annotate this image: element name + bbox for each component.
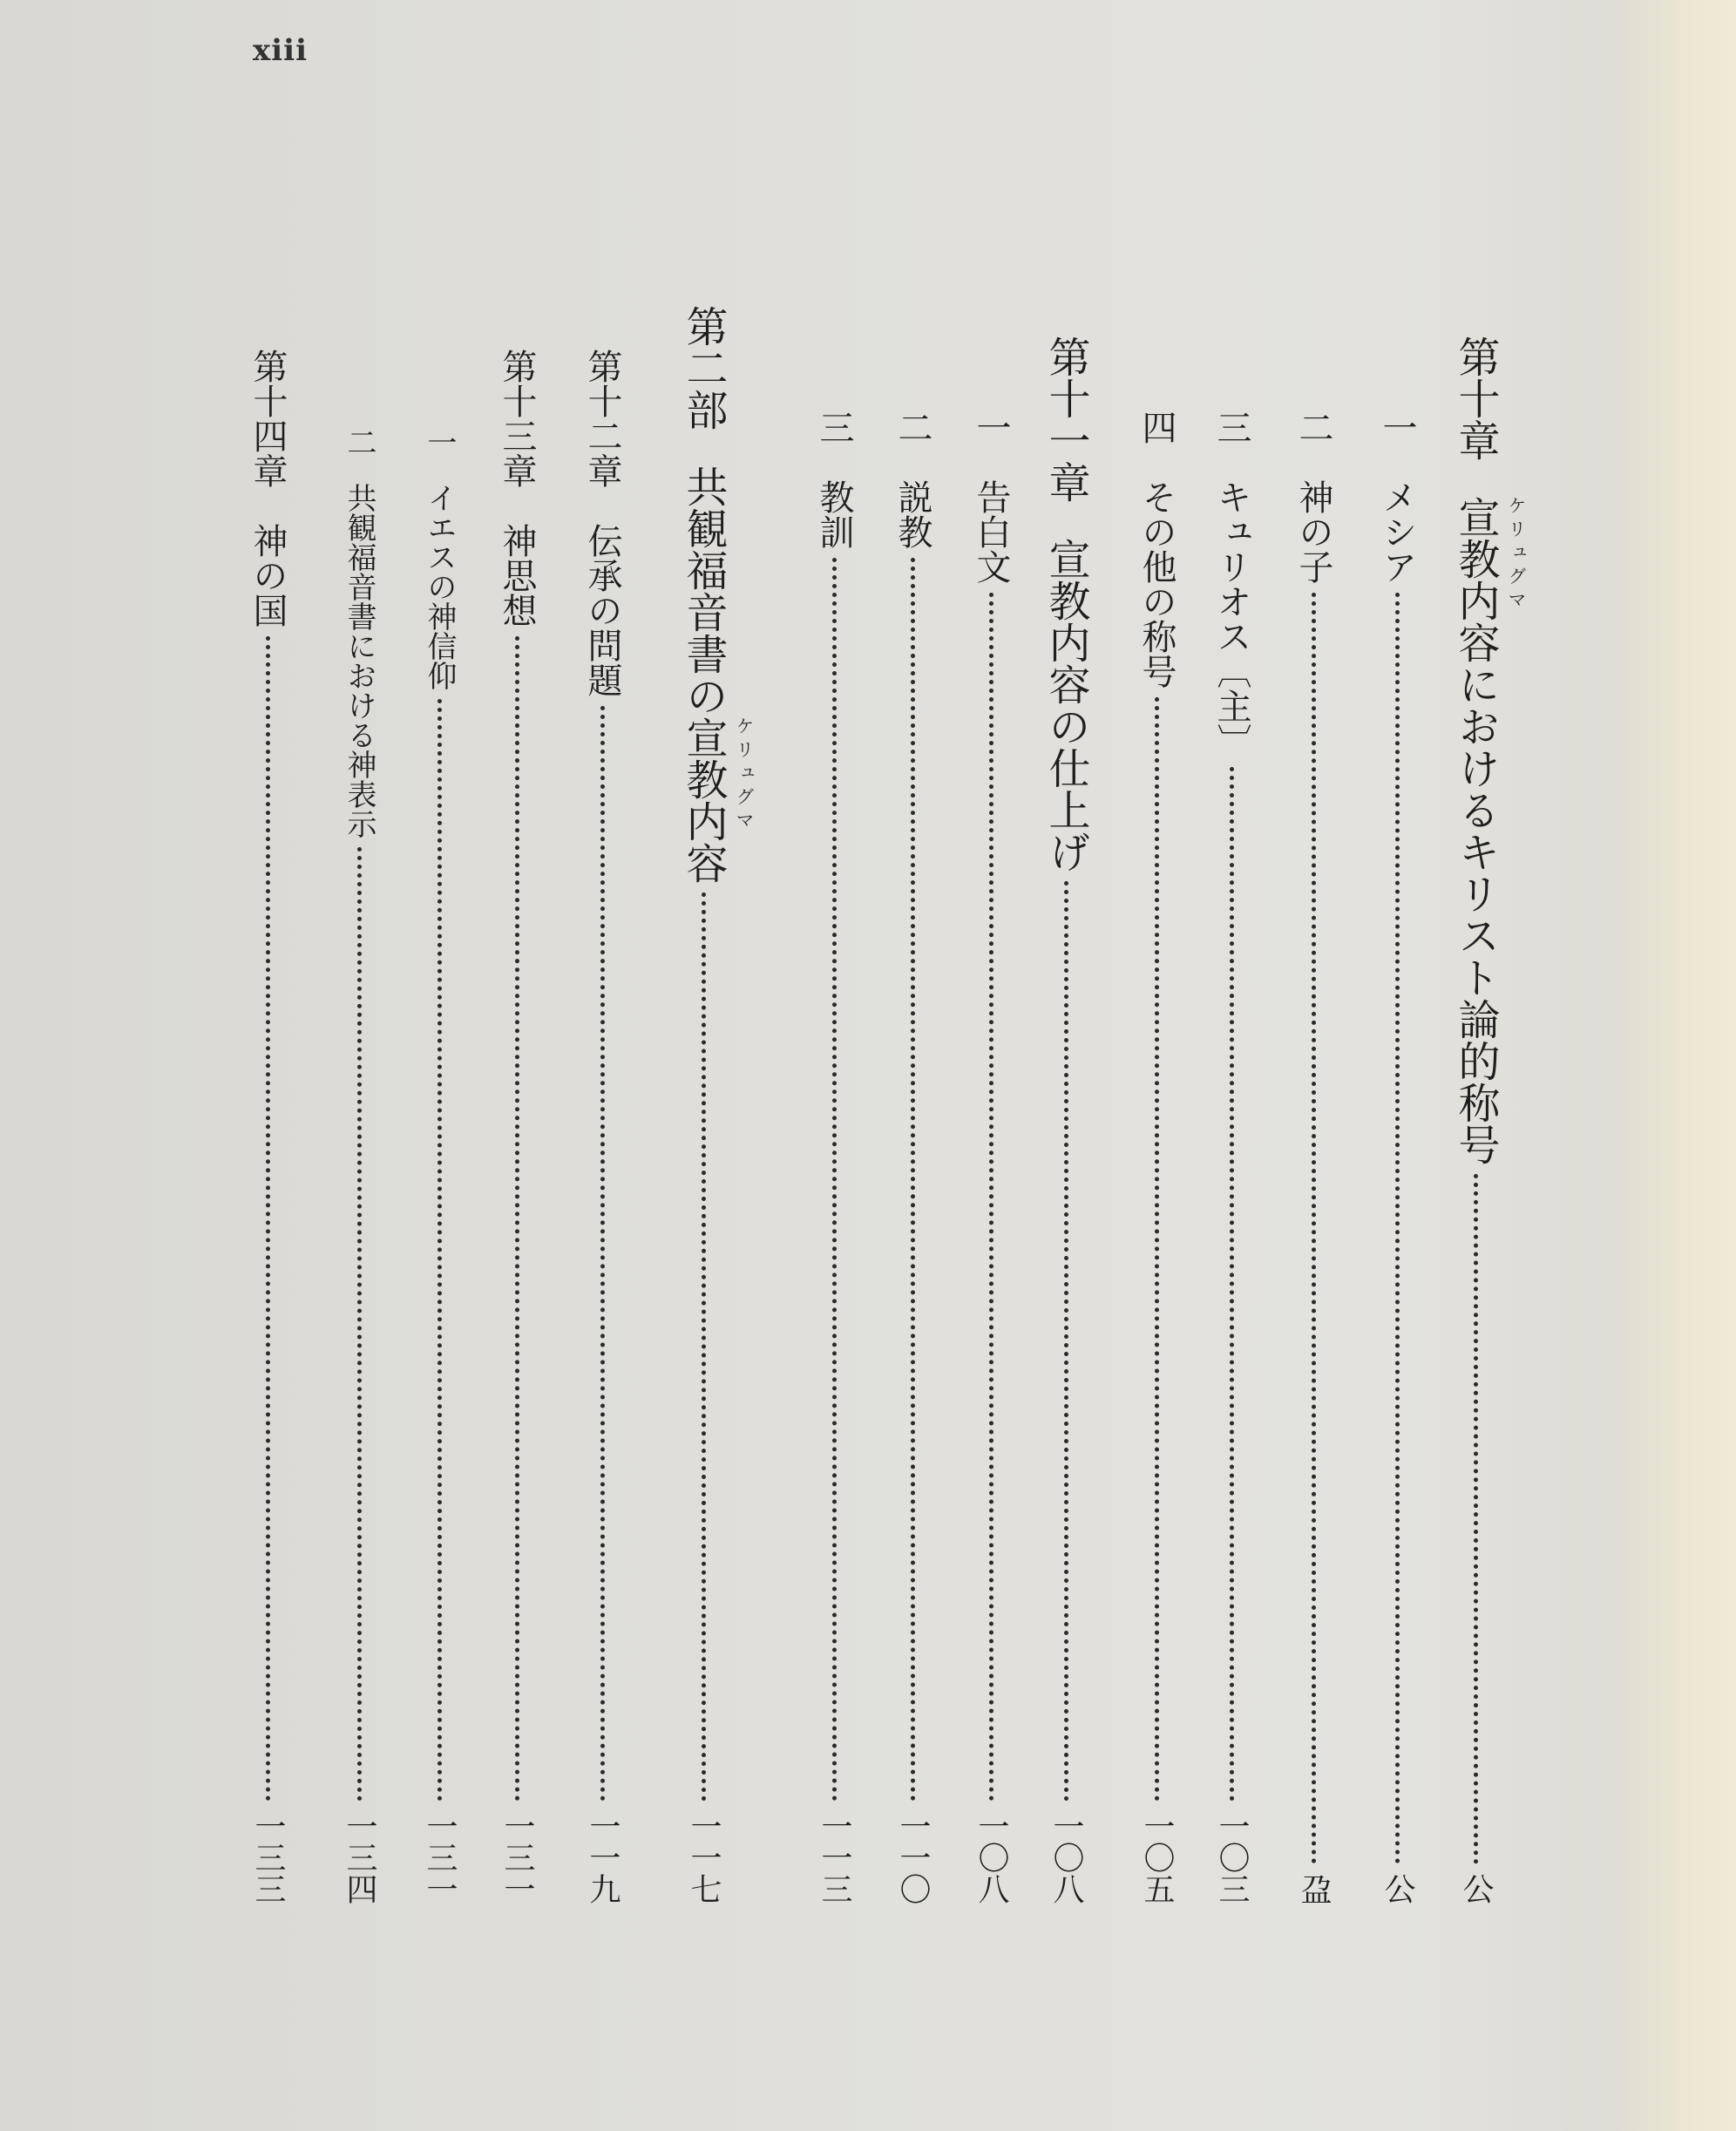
toc-entry-title [1289,479,1339,584]
toc-title-text: キュリオス〔主〕 [1211,479,1251,758]
toc-page-number: 一三三 [250,1810,286,1904]
toc-entry[interactable] [575,349,627,1904]
toc-title-text: メシア [1377,479,1417,584]
toc-ruby-base-text: 宣教内容 [679,716,728,884]
toc-entry-label: 一 [971,410,1011,445]
toc-title-text: 神思想 [497,523,537,628]
toc-title-text: その他の称号 [1136,479,1177,689]
toc-entry-label: 二 [1293,410,1333,445]
toc-entry[interactable] [1041,336,1096,1904]
toc-entry-title [1207,479,1257,758]
toc-entry-title [578,523,627,697]
toc-entry-label: 第十四章 [248,349,288,488]
toc-page-number: 一〇八 [1048,1810,1084,1904]
toc-entry-title [888,479,938,549]
toc-leader-dots [1474,1174,1478,1864]
toc-entry-title [492,523,542,628]
toc-title-text: 神の子 [1293,479,1333,584]
toc-page-number: 公 [1458,1873,1494,1904]
toc-page-number: 一三一 [422,1810,458,1904]
toc-entry-title [1446,496,1527,1165]
toc-entry[interactable] [1129,410,1182,1904]
toc-page-number: 盁 [1296,1873,1332,1904]
toc-entry-label: 第十章 [1451,336,1500,461]
toc-leader-dots [437,699,442,1802]
toc-entry[interactable] [1204,410,1257,1904]
toc-leader-dots [911,558,915,1802]
toc-title-text: イエスの神信仰 [422,483,457,690]
toc-leader-dots [600,706,605,1802]
toc-title-text: 共観福音書における神表示 [342,483,376,838]
toc-entry-label: 一 [1377,410,1417,445]
toc-entry-label: 一 [422,427,457,457]
toc-entry-title [418,483,461,690]
toc-entry[interactable] [241,349,293,1904]
toc-ruby-base-text: 宣教内容 [1451,496,1500,663]
toc-leader-dots [357,847,362,1802]
toc-title-text: 説教 [892,479,932,549]
toc-entry-title [1036,538,1096,872]
toc-page-number: 一三四 [342,1810,377,1904]
toc-entry-title [966,479,1016,584]
toc-leader-dots [702,892,706,1802]
toc-leader-dots [1064,881,1068,1802]
toc-entry[interactable] [329,427,382,1904]
toc-leader-dots [1230,767,1234,1802]
toc-title-text: 教訓 [814,479,854,549]
toc-entry-label: 二 [892,410,932,445]
toc-leader-dots [1395,593,1400,1864]
toc-leader-dots [1312,593,1316,1864]
toc-leader-dots [989,593,993,1802]
toc-title-text: 伝承の問題 [582,523,622,697]
toc-page-number: 一〇三 [1214,1810,1250,1904]
toc-entry-title [810,479,859,549]
toc-entry[interactable] [1286,410,1339,1904]
toc-entry[interactable] [1451,336,1527,1904]
toc-page-number: 一三一 [499,1810,535,1904]
toc-ruby-annotation: ケリュグマ [734,716,755,834]
toc-ruby-annotation: ケリュグマ [1506,496,1527,614]
toc-entry-title [338,483,381,838]
toc-entry[interactable] [490,349,542,1904]
toc-entry-title [674,465,755,884]
toc-entry-label: 二 [342,427,376,457]
toc-entry-label: 第十一章 [1041,336,1090,503]
toc-entry-label: 三 [1211,410,1251,445]
toc-entry-title [243,523,293,628]
toc-entry-label: 第十三章 [497,349,537,488]
toc-page-number: 一〇八 [973,1810,1009,1904]
toc-ruby-base [679,716,755,884]
toc-page-number: 一一九 [585,1810,620,1904]
toc-entry-label: 四 [1136,410,1177,445]
toc-entry[interactable] [807,410,859,1904]
toc-ruby-base [1451,496,1527,663]
toc-entry[interactable] [964,410,1016,1904]
toc-page-number: 一一七 [686,1810,722,1904]
page-number: xiii [253,33,309,68]
toc-title-text: 宣教内容の仕上げ [1041,538,1090,872]
toc-title-text: におけるキリスト論的称号 [1451,663,1500,1165]
toc-entry[interactable] [885,410,938,1904]
toc-entry-label: 三 [814,410,854,445]
toc-entry[interactable] [679,305,755,1904]
toc-leader-dots [832,558,837,1802]
toc-page-number: 公 [1380,1873,1415,1904]
toc-page-number: 一〇五 [1139,1810,1175,1904]
toc-entry-title [1132,479,1182,689]
toc-title-text: 共観福音書の [679,465,728,716]
toc-entry-label: 第十二章 [582,349,622,488]
toc-leader-dots [1155,697,1159,1802]
toc-entry-label: 第二部 [679,305,728,431]
toc-leader-dots [515,636,519,1802]
toc-leader-dots [266,636,270,1802]
toc-entry-title [1373,479,1422,584]
toc-title-text: 神の国 [248,523,288,628]
toc-title-text: 告白文 [971,479,1011,584]
toc-entry[interactable] [410,427,462,1904]
toc-page-number: 一一〇 [895,1810,931,1904]
toc-entry[interactable] [1370,410,1422,1904]
toc-page-number: 一一三 [817,1810,852,1904]
